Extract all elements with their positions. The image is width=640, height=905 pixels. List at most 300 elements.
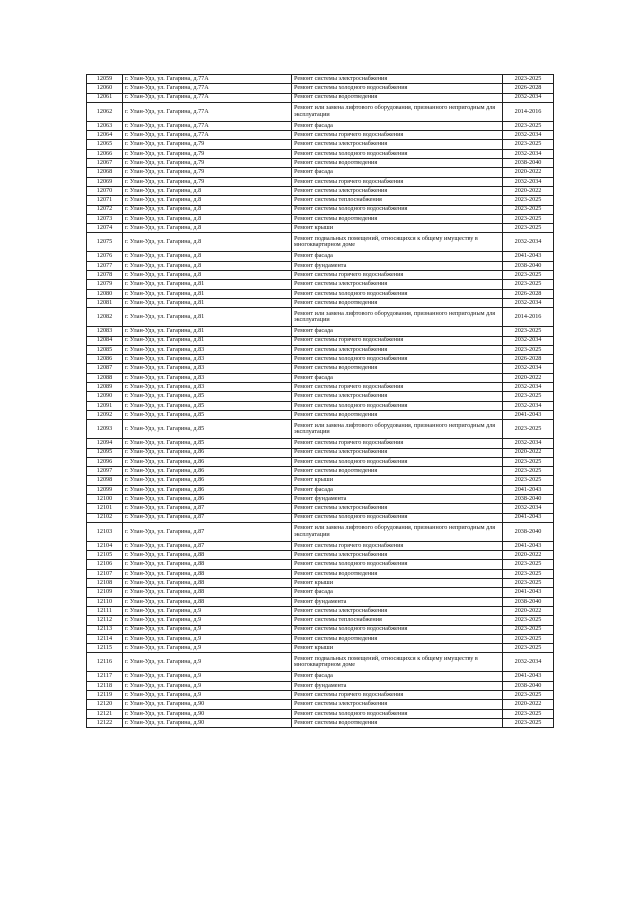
work-type-cell: Ремонт или замена лифтового оборудования, признанного непригодным для эксплуатации <box>292 308 503 327</box>
address-cell: г. Улан-Удэ, ул. Гагарина, д.86 <box>123 448 292 457</box>
address-cell: г. Улан-Удэ, ул. Гагарина, д.86 <box>123 485 292 494</box>
period-cell: 2041-2043 <box>503 252 554 261</box>
work-type-cell: Ремонт системы водоотведения <box>292 298 503 307</box>
address-cell: г. Улан-Удэ, ул. Гагарина, д.8 <box>123 261 292 270</box>
work-type-cell: Ремонт или замена лифтового оборудования, признанного непригодным для эксплуатации <box>292 420 503 439</box>
work-type-cell: Ремонт системы холодного водоснабжения <box>292 513 503 522</box>
row-number: 12102 <box>87 513 123 522</box>
address-cell: г. Улан-Удэ, ул. Гагарина, д.8 <box>123 252 292 261</box>
table-row <box>87 691 554 700</box>
row-number: 12066 <box>87 149 123 158</box>
period-cell: 2023-2025 <box>503 476 554 485</box>
address-cell: г. Улан-Удэ, ул. Гагарина, д.87 <box>123 522 292 541</box>
work-type-cell: Ремонт системы электроснабжения <box>292 606 503 615</box>
address-cell: г. Улан-Удэ, ул. Гагарина, д.79 <box>123 159 292 168</box>
work-type-cell: Ремонт фасада <box>292 327 503 336</box>
table-row <box>87 476 554 485</box>
address-cell: г. Улан-Удэ, ул. Гагарина, д.85 <box>123 420 292 439</box>
period-cell: 2032-2034 <box>503 401 554 410</box>
table-row <box>87 345 554 354</box>
work-type-cell: Ремонт системы электроснабжения <box>292 448 503 457</box>
work-type-cell: Ремонт системы холодного водоснабжения <box>292 149 503 158</box>
table-row <box>87 560 554 569</box>
table-row <box>87 336 554 345</box>
period-cell: 2023-2025 <box>503 280 554 289</box>
row-number: 12115 <box>87 644 123 653</box>
work-type-cell: Ремонт системы электроснабжения <box>292 75 503 84</box>
work-type-cell: Ремонт фасада <box>292 373 503 382</box>
table-row <box>87 149 554 158</box>
address-cell: г. Улан-Удэ, ул. Гагарина, д.90 <box>123 709 292 718</box>
address-cell: г. Улан-Удэ, ул. Гагарина, д.87 <box>123 513 292 522</box>
work-type-cell: Ремонт системы водоотведения <box>292 93 503 102</box>
table-row <box>87 485 554 494</box>
work-type-cell: Ремонт системы горячего водоснабжения <box>292 691 503 700</box>
address-cell: г. Улан-Удэ, ул. Гагарина, д.9 <box>123 653 292 672</box>
address-cell: г. Улан-Удэ, ул. Гагарина, д.9 <box>123 634 292 643</box>
row-number: 12077 <box>87 261 123 270</box>
period-cell: 2023-2025 <box>503 345 554 354</box>
period-cell: 2020-2022 <box>503 551 554 560</box>
work-type-cell: Ремонт фундамента <box>292 597 503 606</box>
address-cell: г. Улан-Удэ, ул. Гагарина, д.9 <box>123 644 292 653</box>
period-cell: 2032-2034 <box>503 93 554 102</box>
work-type-cell: Ремонт системы электроснабжения <box>292 140 503 149</box>
work-type-cell: Ремонт системы водоотведения <box>292 159 503 168</box>
address-cell: г. Улан-Удэ, ул. Гагарина, д.77А <box>123 75 292 84</box>
table-row <box>87 186 554 195</box>
row-number: 12062 <box>87 102 123 121</box>
period-cell: 2041-2043 <box>503 513 554 522</box>
address-cell: г. Улан-Удэ, ул. Гагарина, д.90 <box>123 700 292 709</box>
work-type-cell: Ремонт фасада <box>292 588 503 597</box>
address-cell: г. Улан-Удэ, ул. Гагарина, д.9 <box>123 672 292 681</box>
period-cell: 2041-2043 <box>503 485 554 494</box>
work-type-cell: Ремонт системы холодного водоснабжения <box>292 709 503 718</box>
row-number: 12064 <box>87 131 123 140</box>
table-row <box>87 579 554 588</box>
address-cell: г. Улан-Удэ, ул. Гагарина, д.88 <box>123 551 292 560</box>
table-row <box>87 597 554 606</box>
work-type-cell: Ремонт фундамента <box>292 494 503 503</box>
address-cell: г. Улан-Удэ, ул. Гагарина, д.87 <box>123 504 292 513</box>
row-number: 12085 <box>87 345 123 354</box>
address-cell: г. Улан-Удэ, ул. Гагарина, д.85 <box>123 410 292 419</box>
row-number: 12063 <box>87 121 123 130</box>
work-type-cell: Ремонт системы теплоснабжения <box>292 196 503 205</box>
period-cell: 2032-2034 <box>503 504 554 513</box>
table-row <box>87 121 554 130</box>
period-cell: 2023-2025 <box>503 392 554 401</box>
table-row <box>87 93 554 102</box>
address-cell: г. Улан-Удэ, ул. Гагарина, д.9 <box>123 625 292 634</box>
row-number: 12088 <box>87 373 123 382</box>
work-type-cell: Ремонт фасада <box>292 485 503 494</box>
address-cell: г. Улан-Удэ, ул. Гагарина, д.88 <box>123 579 292 588</box>
table-row <box>87 457 554 466</box>
period-cell: 2038-2040 <box>503 522 554 541</box>
period-cell: 2038-2040 <box>503 597 554 606</box>
table-row <box>87 224 554 233</box>
work-type-cell: Ремонт системы водоотведения <box>292 634 503 643</box>
table-row <box>87 467 554 476</box>
row-number: 12119 <box>87 691 123 700</box>
period-cell: 2023-2025 <box>503 140 554 149</box>
period-cell: 2023-2025 <box>503 709 554 718</box>
work-type-cell: Ремонт системы горячего водоснабжения <box>292 541 503 550</box>
row-number: 12106 <box>87 560 123 569</box>
row-number: 12060 <box>87 84 123 93</box>
work-type-cell: Ремонт крыши <box>292 644 503 653</box>
work-type-cell: Ремонт системы холодного водоснабжения <box>292 560 503 569</box>
work-type-cell: Ремонт фасада <box>292 672 503 681</box>
period-cell: 2020-2022 <box>503 448 554 457</box>
period-cell: 2032-2034 <box>503 131 554 140</box>
work-type-cell: Ремонт фасада <box>292 252 503 261</box>
row-number: 12100 <box>87 494 123 503</box>
row-number: 12095 <box>87 448 123 457</box>
address-cell: г. Улан-Удэ, ул. Гагарина, д.77А <box>123 84 292 93</box>
row-number: 12079 <box>87 280 123 289</box>
work-type-cell: Ремонт крыши <box>292 224 503 233</box>
period-cell: 2032-2034 <box>503 439 554 448</box>
work-type-cell: Ремонт системы водоотведения <box>292 467 503 476</box>
table-row <box>87 709 554 718</box>
work-type-cell: Ремонт системы холодного водоснабжения <box>292 289 503 298</box>
work-type-cell: Ремонт подвальных помещений, относящихся к общему имуществу в многоквартирном доме <box>292 653 503 672</box>
row-number: 12109 <box>87 588 123 597</box>
period-cell: 2041-2043 <box>503 672 554 681</box>
work-type-cell: Ремонт системы горячего водоснабжения <box>292 383 503 392</box>
table-row <box>87 196 554 205</box>
table-row <box>87 392 554 401</box>
table-row <box>87 177 554 186</box>
table-row <box>87 513 554 522</box>
period-cell: 2023-2025 <box>503 560 554 569</box>
period-cell: 2032-2034 <box>503 233 554 252</box>
table-row <box>87 364 554 373</box>
row-number: 12065 <box>87 140 123 149</box>
period-cell: 2026-2028 <box>503 289 554 298</box>
work-type-cell: Ремонт системы электроснабжения <box>292 700 503 709</box>
work-type-cell: Ремонт системы холодного водоснабжения <box>292 84 503 93</box>
row-number: 12090 <box>87 392 123 401</box>
row-number: 12118 <box>87 681 123 690</box>
row-number: 12092 <box>87 410 123 419</box>
address-cell: г. Улан-Удэ, ул. Гагарина, д.79 <box>123 140 292 149</box>
work-type-cell: Ремонт или замена лифтового оборудования, признанного непригодным для эксплуатации <box>292 522 503 541</box>
table-body <box>87 75 554 728</box>
work-type-cell: Ремонт системы электроснабжения <box>292 504 503 513</box>
table-row <box>87 205 554 214</box>
period-cell: 2020-2022 <box>503 168 554 177</box>
row-number: 12107 <box>87 569 123 578</box>
period-cell: 2041-2043 <box>503 410 554 419</box>
table-row <box>87 271 554 280</box>
work-type-cell: Ремонт системы горячего водоснабжения <box>292 177 503 186</box>
row-number: 12121 <box>87 709 123 718</box>
work-type-cell: Ремонт крыши <box>292 579 503 588</box>
address-cell: г. Улан-Удэ, ул. Гагарина, д.90 <box>123 718 292 727</box>
row-number: 12076 <box>87 252 123 261</box>
period-cell: 2038-2040 <box>503 681 554 690</box>
address-cell: г. Улан-Удэ, ул. Гагарина, д.81 <box>123 280 292 289</box>
table-row <box>87 373 554 382</box>
table-row <box>87 439 554 448</box>
address-cell: г. Улан-Удэ, ул. Гагарина, д.8 <box>123 196 292 205</box>
table-row <box>87 448 554 457</box>
table-row <box>87 541 554 550</box>
row-number: 12117 <box>87 672 123 681</box>
row-number: 12113 <box>87 625 123 634</box>
work-type-cell: Ремонт системы холодного водоснабжения <box>292 401 503 410</box>
address-cell: г. Улан-Удэ, ул. Гагарина, д.8 <box>123 214 292 223</box>
work-type-cell: Ремонт фасада <box>292 168 503 177</box>
row-number: 12080 <box>87 289 123 298</box>
period-cell: 2023-2025 <box>503 327 554 336</box>
address-cell: г. Улан-Удэ, ул. Гагарина, д.83 <box>123 364 292 373</box>
table-row <box>87 383 554 392</box>
table-row <box>87 355 554 364</box>
address-cell: г. Улан-Удэ, ул. Гагарина, д.88 <box>123 560 292 569</box>
table-row <box>87 252 554 261</box>
table-row <box>87 102 554 121</box>
table-row <box>87 168 554 177</box>
period-cell: 2023-2025 <box>503 75 554 84</box>
address-cell: г. Улан-Удэ, ул. Гагарина, д.9 <box>123 606 292 615</box>
period-cell: 2020-2022 <box>503 606 554 615</box>
table-row <box>87 653 554 672</box>
table-row <box>87 261 554 270</box>
table-row <box>87 214 554 223</box>
work-type-cell: Ремонт подвальных помещений, относящихся к общему имуществу в многоквартирном доме <box>292 233 503 252</box>
table-row <box>87 606 554 615</box>
work-type-cell: Ремонт системы холодного водоснабжения <box>292 457 503 466</box>
row-number: 12111 <box>87 606 123 615</box>
period-cell: 2023-2025 <box>503 691 554 700</box>
period-cell: 2032-2034 <box>503 383 554 392</box>
address-cell: г. Улан-Удэ, ул. Гагарина, д.83 <box>123 345 292 354</box>
period-cell: 2023-2025 <box>503 271 554 280</box>
address-cell: г. Улан-Удэ, ул. Гагарина, д.86 <box>123 476 292 485</box>
period-cell: 2023-2025 <box>503 121 554 130</box>
period-cell: 2023-2025 <box>503 457 554 466</box>
address-cell: г. Улан-Удэ, ул. Гагарина, д.77А <box>123 131 292 140</box>
work-type-cell: Ремонт системы водоотведения <box>292 214 503 223</box>
row-number: 12110 <box>87 597 123 606</box>
work-type-cell: Ремонт системы холодного водоснабжения <box>292 355 503 364</box>
address-cell: г. Улан-Удэ, ул. Гагарина, д.79 <box>123 177 292 186</box>
table-row <box>87 131 554 140</box>
table-row <box>87 700 554 709</box>
period-cell: 2020-2022 <box>503 700 554 709</box>
period-cell: 2023-2025 <box>503 616 554 625</box>
period-cell: 2023-2025 <box>503 718 554 727</box>
table-row <box>87 494 554 503</box>
row-number: 12069 <box>87 177 123 186</box>
period-cell: 2014-2016 <box>503 308 554 327</box>
row-number: 12067 <box>87 159 123 168</box>
table-row <box>87 327 554 336</box>
table-row <box>87 718 554 727</box>
row-number: 12114 <box>87 634 123 643</box>
work-type-cell: Ремонт фасада <box>292 121 503 130</box>
address-cell: г. Улан-Удэ, ул. Гагарина, д.8 <box>123 186 292 195</box>
work-type-cell: Ремонт фундамента <box>292 261 503 270</box>
table-row <box>87 420 554 439</box>
period-cell: 2032-2034 <box>503 336 554 345</box>
period-cell: 2032-2034 <box>503 177 554 186</box>
period-cell: 2026-2028 <box>503 84 554 93</box>
row-number: 12098 <box>87 476 123 485</box>
address-cell: г. Улан-Удэ, ул. Гагарина, д.86 <box>123 494 292 503</box>
table-row <box>87 289 554 298</box>
row-number: 12086 <box>87 355 123 364</box>
row-number: 12112 <box>87 616 123 625</box>
row-number: 12101 <box>87 504 123 513</box>
address-cell: г. Улан-Удэ, ул. Гагарина, д.79 <box>123 149 292 158</box>
table-row <box>87 634 554 643</box>
address-cell: г. Улан-Удэ, ул. Гагарина, д.87 <box>123 541 292 550</box>
address-cell: г. Улан-Удэ, ул. Гагарина, д.79 <box>123 168 292 177</box>
work-type-cell: Ремонт системы холодного водоснабжения <box>292 205 503 214</box>
address-cell: г. Улан-Удэ, ул. Гагарина, д.85 <box>123 392 292 401</box>
period-cell: 2023-2025 <box>503 214 554 223</box>
row-number: 12083 <box>87 327 123 336</box>
table-row <box>87 681 554 690</box>
period-cell: 2041-2043 <box>503 588 554 597</box>
table-row <box>87 75 554 84</box>
period-cell: 2023-2025 <box>503 644 554 653</box>
address-cell: г. Улан-Удэ, ул. Гагарина, д.86 <box>123 457 292 466</box>
row-number: 12081 <box>87 298 123 307</box>
row-number: 12074 <box>87 224 123 233</box>
period-cell: 2038-2040 <box>503 159 554 168</box>
address-cell: г. Улан-Удэ, ул. Гагарина, д.81 <box>123 298 292 307</box>
address-cell: г. Улан-Удэ, ул. Гагарина, д.81 <box>123 336 292 345</box>
address-cell: г. Улан-Удэ, ул. Гагарина, д.86 <box>123 467 292 476</box>
address-cell: г. Улан-Удэ, ул. Гагарина, д.8 <box>123 271 292 280</box>
period-cell: 2038-2040 <box>503 494 554 503</box>
work-type-cell: Ремонт системы электроснабжения <box>292 551 503 560</box>
period-cell: 2023-2025 <box>503 224 554 233</box>
table-row <box>87 625 554 634</box>
address-cell: г. Улан-Удэ, ул. Гагарина, д.9 <box>123 616 292 625</box>
address-cell: г. Улан-Удэ, ул. Гагарина, д.8 <box>123 233 292 252</box>
work-type-cell: Ремонт или замена лифтового оборудования, признанного непригодным для эксплуатации <box>292 102 503 121</box>
work-type-cell: Ремонт системы горячего водоснабжения <box>292 439 503 448</box>
row-number: 12061 <box>87 93 123 102</box>
row-number: 12104 <box>87 541 123 550</box>
work-type-cell: Ремонт системы водоотведения <box>292 364 503 373</box>
period-cell: 2023-2025 <box>503 205 554 214</box>
table-row <box>87 84 554 93</box>
work-type-cell: Ремонт системы электроснабжения <box>292 186 503 195</box>
table-row <box>87 308 554 327</box>
period-cell: 2023-2025 <box>503 420 554 439</box>
row-number: 12120 <box>87 700 123 709</box>
address-cell: г. Улан-Удэ, ул. Гагарина, д.9 <box>123 681 292 690</box>
address-cell: г. Улан-Удэ, ул. Гагарина, д.83 <box>123 355 292 364</box>
work-type-cell: Ремонт системы горячего водоснабжения <box>292 131 503 140</box>
row-number: 12084 <box>87 336 123 345</box>
period-cell: 2023-2025 <box>503 625 554 634</box>
table-row <box>87 616 554 625</box>
row-number: 12072 <box>87 205 123 214</box>
table-row <box>87 233 554 252</box>
work-type-cell: Ремонт системы электроснабжения <box>292 280 503 289</box>
table-row <box>87 569 554 578</box>
address-cell: г. Улан-Удэ, ул. Гагарина, д.8 <box>123 205 292 214</box>
table-row <box>87 159 554 168</box>
row-number: 12068 <box>87 168 123 177</box>
address-cell: г. Улан-Удэ, ул. Гагарина, д.81 <box>123 327 292 336</box>
row-number: 12091 <box>87 401 123 410</box>
work-type-cell: Ремонт фундамента <box>292 681 503 690</box>
table-row <box>87 298 554 307</box>
row-number: 12105 <box>87 551 123 560</box>
period-cell: 2026-2028 <box>503 355 554 364</box>
row-number: 12103 <box>87 522 123 541</box>
address-cell: г. Улан-Удэ, ул. Гагарина, д.77А <box>123 121 292 130</box>
period-cell: 2023-2025 <box>503 196 554 205</box>
period-cell: 2041-2043 <box>503 541 554 550</box>
row-number: 12099 <box>87 485 123 494</box>
period-cell: 2032-2034 <box>503 653 554 672</box>
period-cell: 2014-2016 <box>503 102 554 121</box>
table-row <box>87 522 554 541</box>
row-number: 12059 <box>87 75 123 84</box>
row-number: 12071 <box>87 196 123 205</box>
address-cell: г. Улан-Удэ, ул. Гагарина, д.81 <box>123 308 292 327</box>
address-cell: г. Улан-Удэ, ул. Гагарина, д.88 <box>123 569 292 578</box>
row-number: 12116 <box>87 653 123 672</box>
address-cell: г. Улан-Удэ, ул. Гагарина, д.83 <box>123 373 292 382</box>
address-cell: г. Улан-Удэ, ул. Гагарина, д.83 <box>123 383 292 392</box>
table-row <box>87 672 554 681</box>
address-cell: г. Улан-Удэ, ул. Гагарина, д.81 <box>123 289 292 298</box>
work-type-cell: Ремонт системы водоотведения <box>292 569 503 578</box>
work-type-cell: Ремонт системы водоотведения <box>292 410 503 419</box>
row-number: 12082 <box>87 308 123 327</box>
period-cell: 2032-2034 <box>503 149 554 158</box>
table-row <box>87 644 554 653</box>
period-cell: 2023-2025 <box>503 579 554 588</box>
period-cell: 2032-2034 <box>503 298 554 307</box>
address-cell: г. Улан-Удэ, ул. Гагарина, д.77А <box>123 93 292 102</box>
period-cell: 2032-2034 <box>503 364 554 373</box>
work-type-cell: Ремонт системы горячего водоснабжения <box>292 336 503 345</box>
row-number: 12070 <box>87 186 123 195</box>
address-cell: г. Улан-Удэ, ул. Гагарина, д.8 <box>123 224 292 233</box>
address-cell: г. Улан-Удэ, ул. Гагарина, д.9 <box>123 691 292 700</box>
address-cell: г. Улан-Удэ, ул. Гагарина, д.77А <box>123 102 292 121</box>
row-number: 12122 <box>87 718 123 727</box>
table-row <box>87 504 554 513</box>
work-type-cell: Ремонт крыши <box>292 476 503 485</box>
table-row <box>87 551 554 560</box>
period-cell: 2020-2022 <box>503 373 554 382</box>
row-number: 12089 <box>87 383 123 392</box>
period-cell: 2020-2022 <box>503 186 554 195</box>
work-type-cell: Ремонт системы горячего водоснабжения <box>292 271 503 280</box>
work-type-cell: Ремонт системы теплоснабжения <box>292 616 503 625</box>
work-type-cell: Ремонт системы электроснабжения <box>292 392 503 401</box>
row-number: 12078 <box>87 271 123 280</box>
row-number: 12093 <box>87 420 123 439</box>
period-cell: 2023-2025 <box>503 467 554 476</box>
period-cell: 2023-2025 <box>503 569 554 578</box>
